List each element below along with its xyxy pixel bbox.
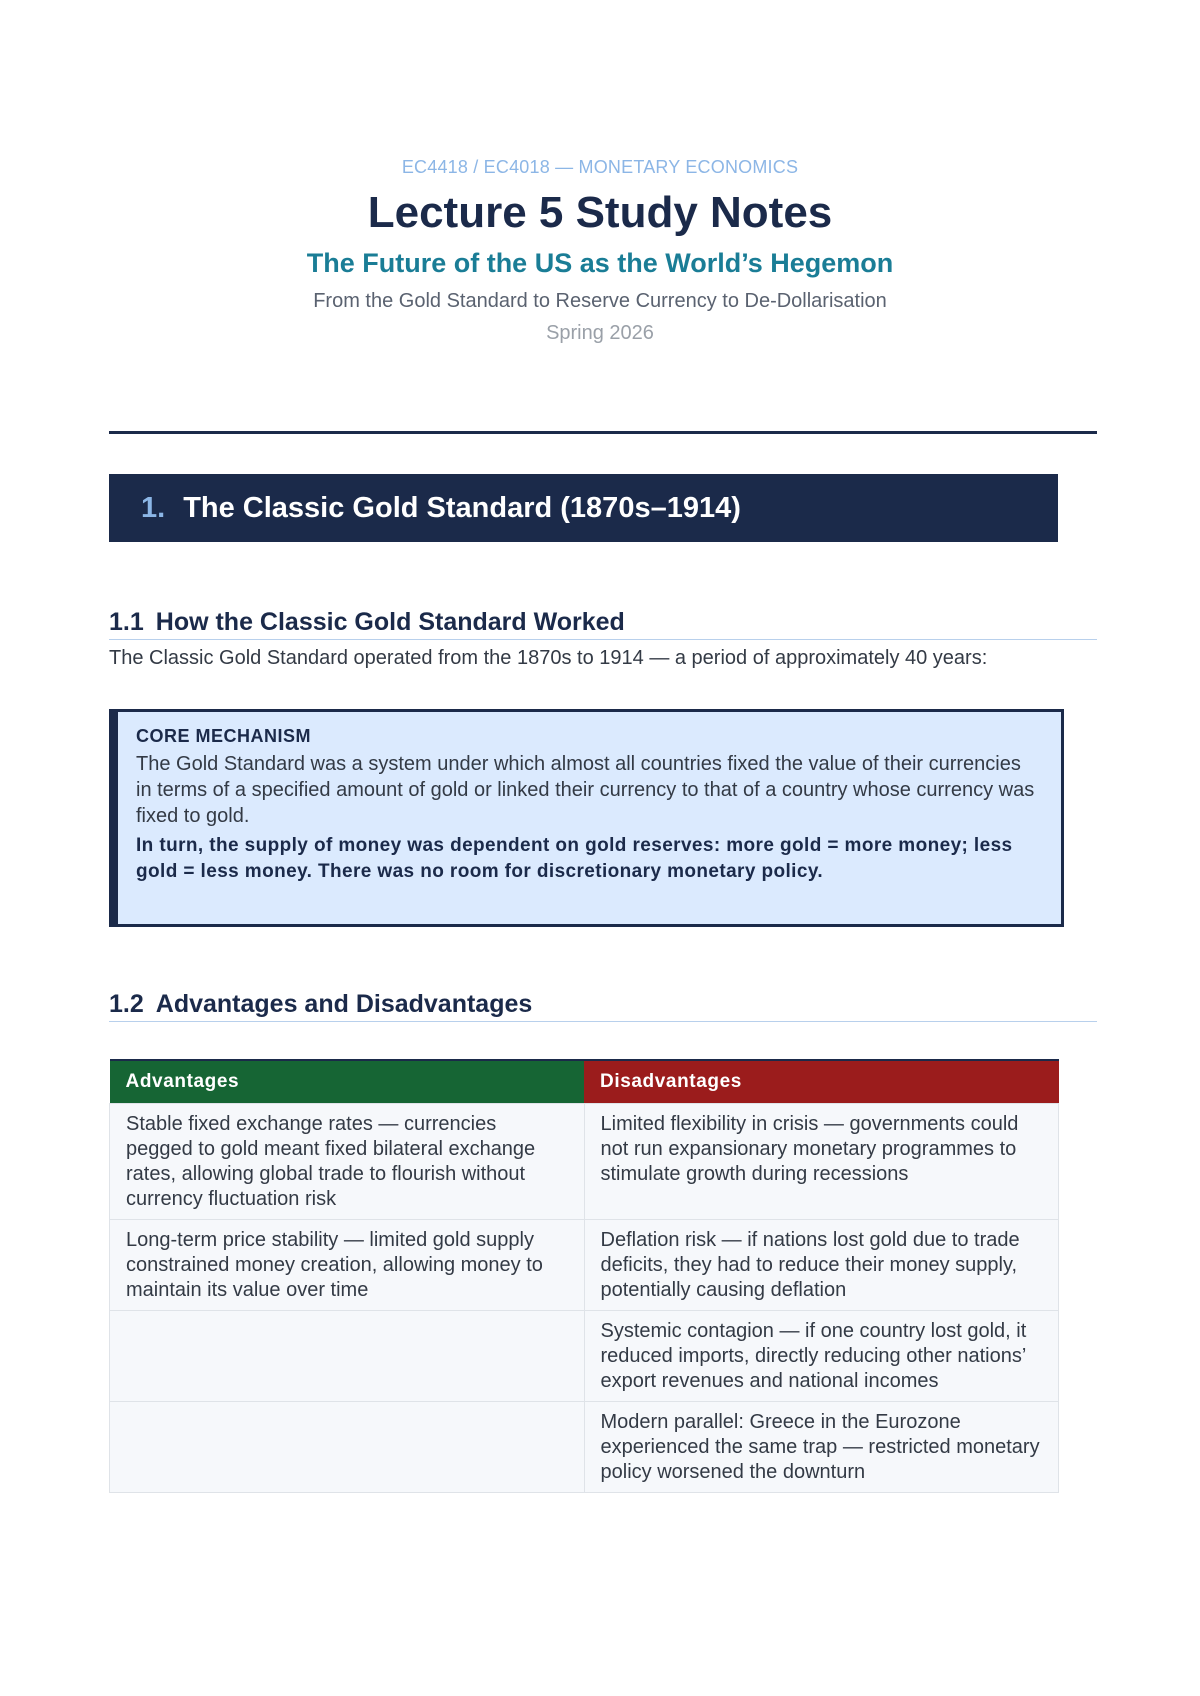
subsection-1-2-number: 1.2	[109, 990, 144, 1018]
callout-emphasis: In turn, the supply of money was dependent on gold reserves: more gold = more money; less gold = less money. There was no room for discretionary monetary policy.	[136, 835, 1013, 882]
table-row	[110, 1311, 1059, 1402]
advantages-disadvantages-table	[109, 1059, 1059, 1493]
table-row	[110, 1402, 1059, 1493]
subsection-1-1-number: 1.1	[109, 608, 144, 636]
intro-paragraph: The Classic Gold Standard operated from the 1870s to 1914 — a period of approximately 40 years:	[109, 647, 988, 669]
page-title: Lecture 5 Study Notes	[367, 188, 833, 237]
table-header-row	[110, 1060, 1059, 1104]
core-mechanism-callout	[109, 709, 1064, 927]
subsection-1-2-title: Advantages and Disadvantages	[155, 990, 533, 1018]
course-code: EC4418 / EC4018 — MONETARY ECONOMICS	[401, 157, 799, 177]
disadvantage-cell: Limited flexibility in crisis — governments could not run expansionary monetary programmes to stimulate growth during recessions	[584, 1104, 1059, 1220]
title-divider	[109, 431, 1097, 434]
page-subtitle: The Future of the US as the World’s Hegemon	[306, 248, 894, 278]
advantages-header: Advantages	[110, 1060, 585, 1104]
callout-label: CORE MECHANISM	[136, 726, 312, 746]
section-1-number: 1.	[141, 491, 166, 524]
section-1-banner	[109, 474, 1058, 542]
subsection-1-2-heading	[109, 990, 1097, 1022]
table-row	[110, 1104, 1059, 1220]
advantage-cell: Long-term price stability — limited gold supply constrained money creation, allowing money to maintain its value over time	[110, 1220, 585, 1311]
subsection-1-1-title: How the Classic Gold Standard Worked	[155, 608, 625, 636]
page-tagline: From the Gold Standard to Reserve Currency to De-Dollarisation	[313, 290, 887, 312]
disadvantage-cell: Systemic contagion — if one country lost gold, it reduced imports, directly reducing other nations’ export revenues and national incomes	[584, 1311, 1059, 1402]
subsection-1-1-heading	[109, 608, 1097, 640]
advantage-cell: Stable fixed exchange rates — currencies pegged to gold meant fixed bilateral exchange rates, allowing global trade to flourish without currency fluctuation risk	[110, 1104, 585, 1220]
callout-body: The Gold Standard was a system under which almost all countries fixed the value of their currencies in terms of a specified amount of gold or linked their currency to that of a country whose currency was fixed to gold.	[136, 753, 1035, 827]
advantage-cell	[110, 1402, 585, 1493]
disadvantage-cell: Deflation risk — if nations lost gold due to trade deficits, they had to reduce their money supply, potentially causing deflation	[584, 1220, 1059, 1311]
advantage-cell	[110, 1311, 585, 1402]
disadvantage-cell: Modern parallel: Greece in the Eurozone experienced the same trap — restricted monetary policy worsened the downturn	[584, 1402, 1059, 1493]
disadvantages-header: Disadvantages	[584, 1060, 1059, 1104]
term-label: Spring 2026	[546, 322, 654, 344]
section-1-title: The Classic Gold Standard (1870s–1914)	[183, 491, 741, 524]
table-row	[110, 1220, 1059, 1311]
